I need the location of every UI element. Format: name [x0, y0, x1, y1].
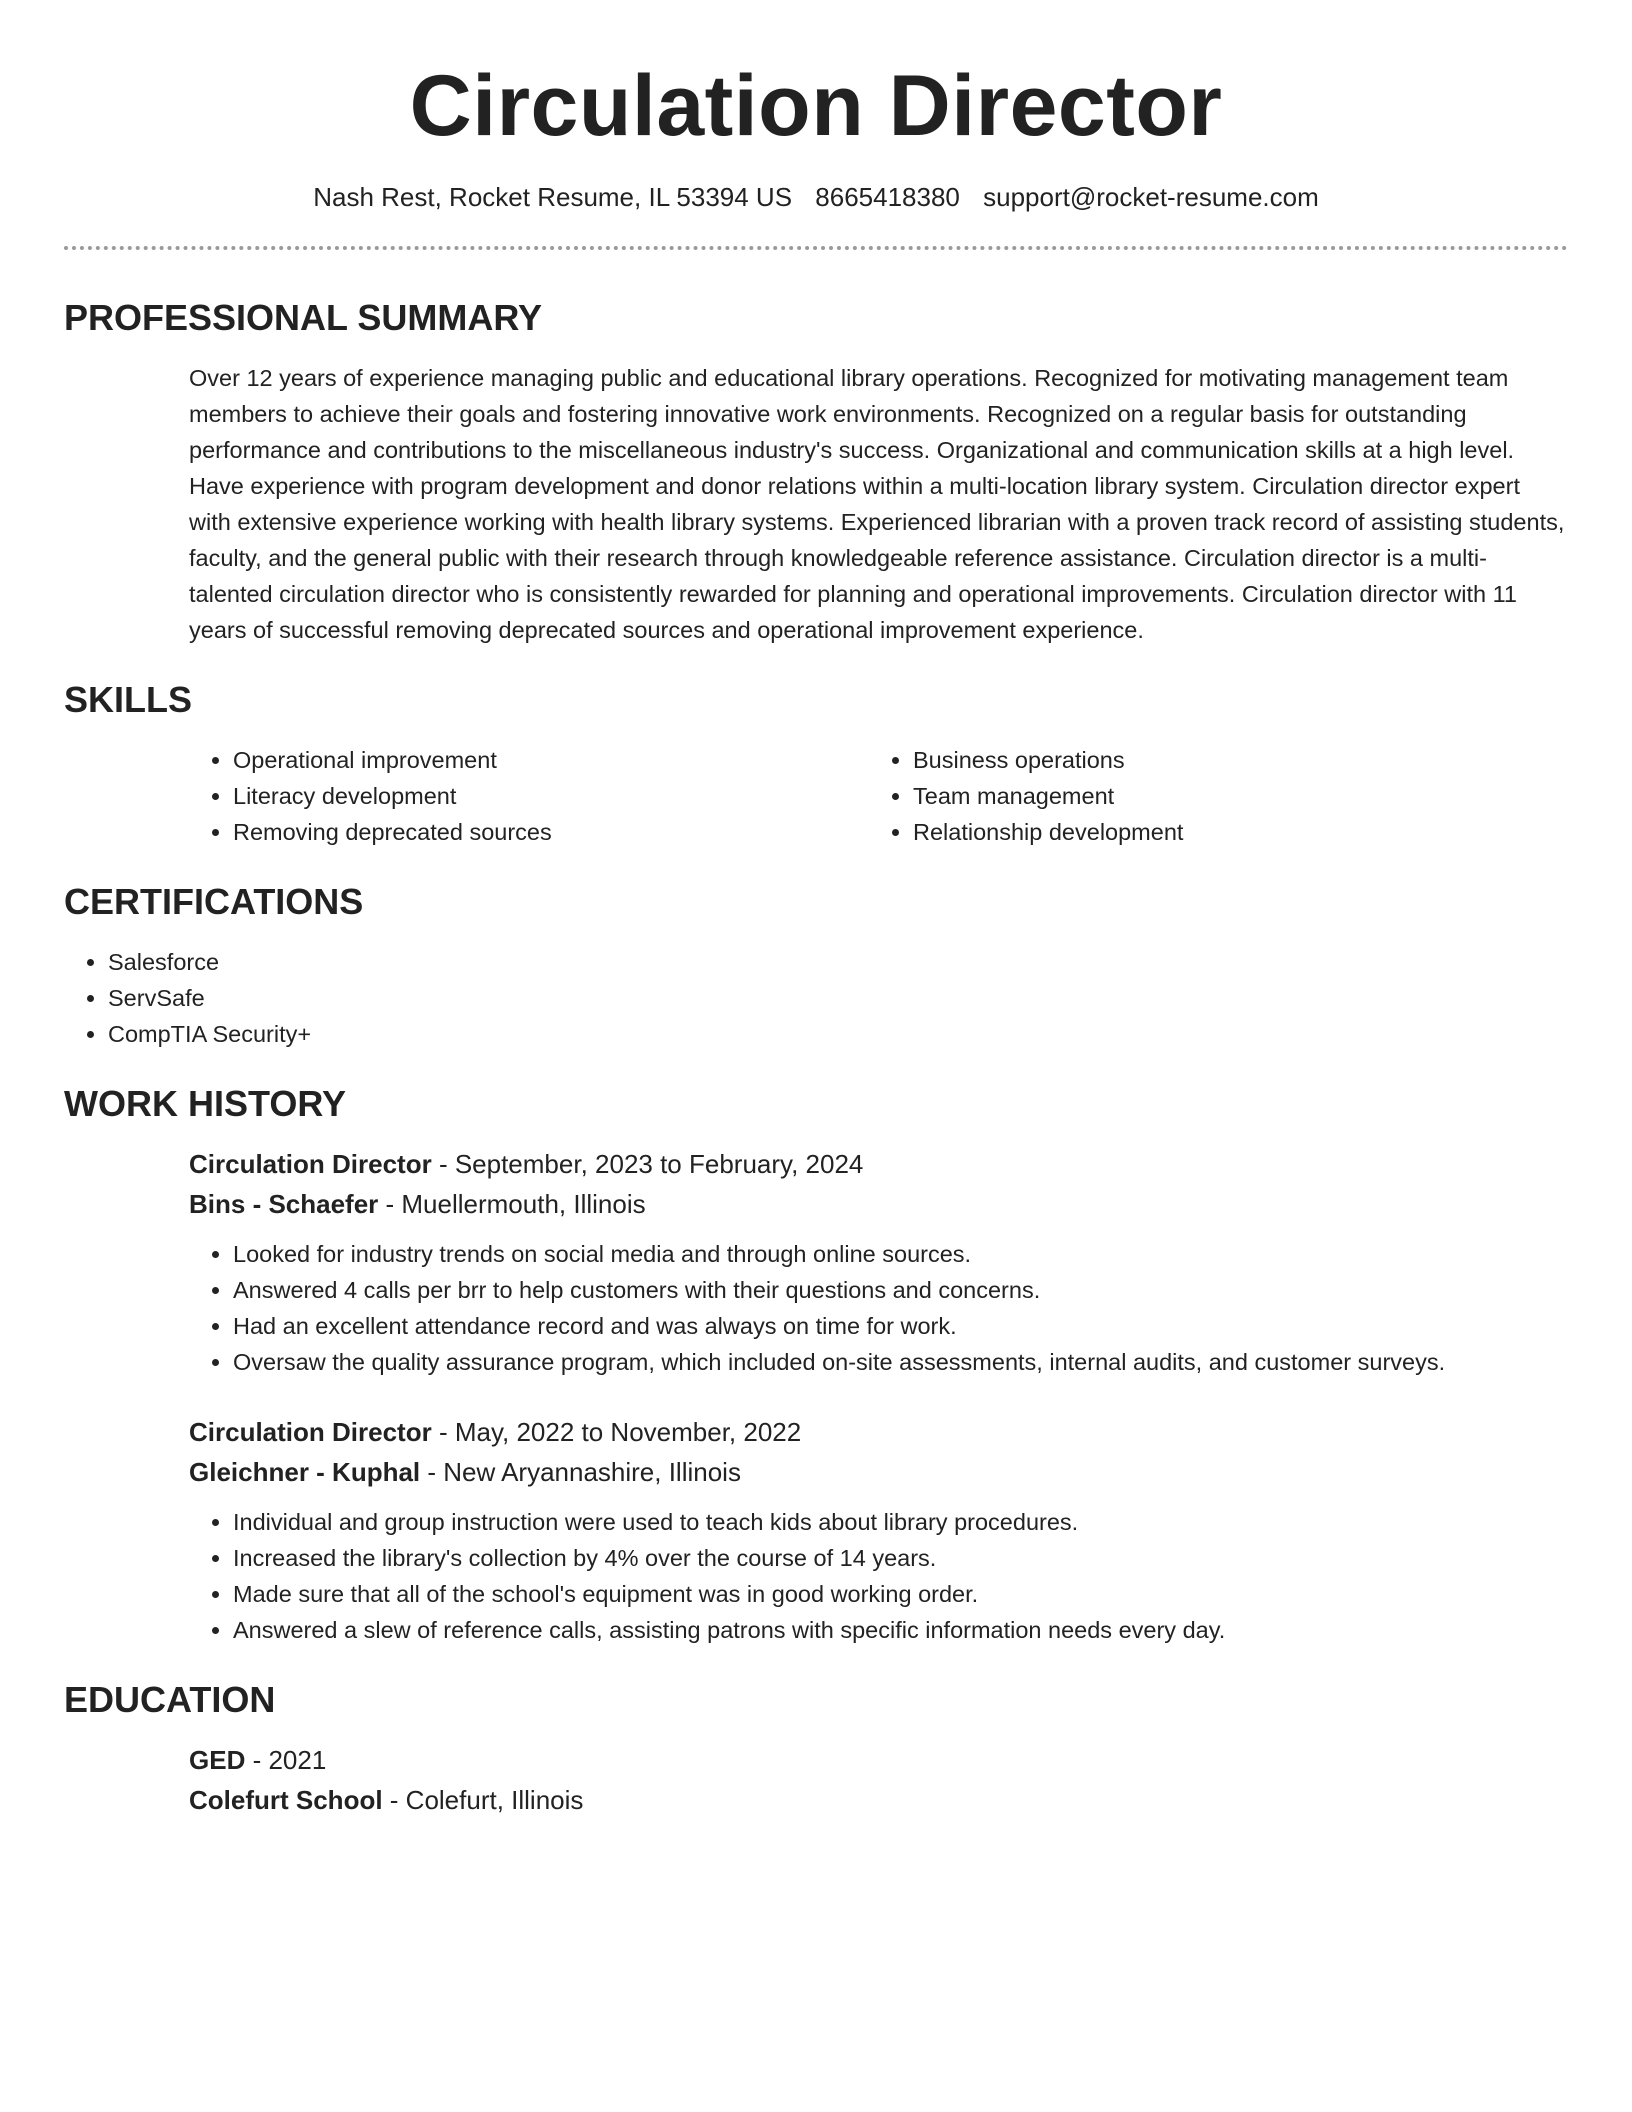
certification-item: • CompTIA Security+ — [108, 1016, 1568, 1052]
skills-list-right — [869, 742, 1549, 850]
job-title-line — [189, 1144, 1568, 1184]
certification-item: • Salesforce — [108, 944, 1568, 980]
contact-phone: 8665418380 — [815, 182, 960, 212]
skills-column-left — [189, 742, 869, 850]
contact-email: support@rocket-resume.com — [983, 182, 1319, 212]
resume-page — [64, 56, 1568, 1820]
job-duty-item: • Looked for industry trends on social media and through online sources. — [233, 1236, 1568, 1272]
summary-section — [64, 296, 1568, 648]
job-role: Circulation Director — [189, 1417, 432, 1447]
skill-item: • Business operations — [913, 742, 1549, 778]
skill-item: • Literacy development — [233, 778, 869, 814]
job-duty-item: • Increased the library's collection by 4% over the course of 14 years. — [233, 1540, 1568, 1576]
skills-grid — [189, 742, 1568, 850]
job-title-line — [189, 1412, 1568, 1452]
header-divider — [64, 246, 1568, 250]
job-company-line — [189, 1184, 1568, 1224]
job-company: Bins - Schaefer — [189, 1189, 379, 1219]
job-location: - New Aryannashire, Illinois — [420, 1457, 741, 1487]
skills-section — [64, 678, 1568, 850]
skill-item: • Removing deprecated sources — [233, 814, 869, 850]
work-history-section — [64, 1082, 1568, 1648]
skills-column-right — [869, 742, 1549, 850]
education-school: Colefurt School — [189, 1785, 383, 1815]
certification-item: • ServSafe — [108, 980, 1568, 1016]
job-duties-list — [189, 1504, 1568, 1648]
job-duty-item: • Had an excellent attendance record and was always on time for work. — [233, 1308, 1568, 1344]
job-company: Gleichner - Kuphal — [189, 1457, 421, 1487]
job-entry — [189, 1144, 1568, 1380]
job-entry — [189, 1412, 1568, 1648]
certifications-section — [64, 880, 1568, 1052]
education-degree: GED — [189, 1745, 246, 1775]
education-location: - Colefurt, Illinois — [382, 1785, 584, 1815]
job-location: - Muellermouth, Illinois — [378, 1189, 646, 1219]
education-year: - 2021 — [245, 1745, 327, 1775]
contact-line — [64, 180, 1568, 214]
job-company-line — [189, 1452, 1568, 1492]
education-degree-line — [189, 1740, 1568, 1780]
section-title-certifications: CERTIFICATIONS — [64, 881, 364, 922]
section-title-summary: PROFESSIONAL SUMMARY — [64, 297, 543, 338]
job-duty-item: • Made sure that all of the school's equipment was in good working order. — [233, 1576, 1568, 1612]
section-title-education: EDUCATION — [64, 1679, 276, 1720]
skill-item: • Operational improvement — [233, 742, 869, 778]
job-role: Circulation Director — [189, 1149, 432, 1179]
certifications-list — [64, 944, 1568, 1052]
skills-list-left — [189, 742, 869, 850]
summary-text: Over 12 years of experience managing public and educational library operations. Recognized for motivating management team members to achieve their goals and fostering innovative work environments. Recognized on a regular basis for outstanding performance and contributions to the miscellaneous industry's success. Organizational and communication skills at a high level. Have experience with program development and donor relations within a multi-location library system. Circulation director expert with extensive experience working with health library systems. Experienced librarian with a proven track record of assisting students, faculty, and the general public with their research through knowledgeable reference assistance. Circulation director is a multi-talented circulation director who is consistently rewarded for planning and operational improvements. Circulation director with 11 years of successful removing deprecated sources and operational improvement experience. — [189, 365, 1565, 643]
job-duties-list — [189, 1236, 1568, 1380]
job-duty-item: • Individual and group instruction were used to teach kids about library procedures. — [233, 1504, 1568, 1540]
section-title-skills: SKILLS — [64, 679, 193, 720]
skill-item: • Team management — [913, 778, 1549, 814]
job-duty-item: • Answered a slew of reference calls, assisting patrons with specific information needs every day. — [233, 1612, 1568, 1648]
job-dates: - September, 2023 to February, 2024 — [431, 1149, 864, 1179]
education-entry — [189, 1740, 1568, 1820]
candidate-name: Circulation Director — [409, 58, 1223, 154]
job-duty-item: • Oversaw the quality assurance program, which included on-site assessments, internal audits, and customer surveys. — [233, 1344, 1568, 1380]
skill-item: • Relationship development — [913, 814, 1549, 850]
education-section — [64, 1678, 1568, 1820]
section-title-work-history: WORK HISTORY — [64, 1083, 347, 1124]
job-dates: - May, 2022 to November, 2022 — [431, 1417, 802, 1447]
job-duty-item: • Answered 4 calls per brr to help customers with their questions and concerns. — [233, 1272, 1568, 1308]
contact-address: Nash Rest, Rocket Resume, IL 53394 US — [313, 182, 793, 212]
education-school-line — [189, 1780, 1568, 1820]
